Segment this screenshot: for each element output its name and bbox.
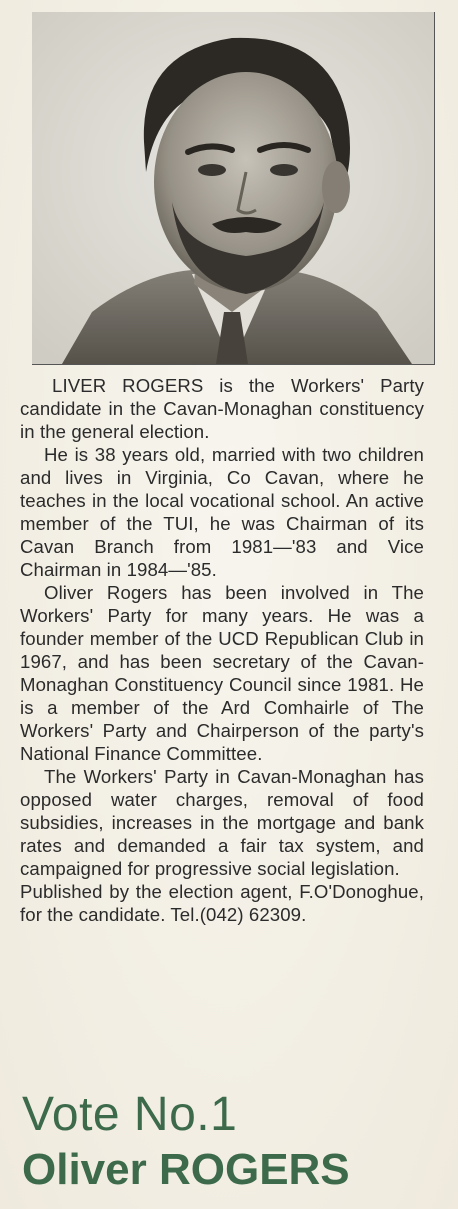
candidate-portrait-photo <box>32 12 435 365</box>
bio-paragraph-intro: LIVER ROGERS is the Workers' Party candidate in the Cavan-Monaghan constituency in the general election. <box>20 375 424 442</box>
portrait-illustration <box>32 12 434 364</box>
publication-notice: Published by the election agent, F.O'Donoghue, for the candidate. Tel.(042) 62309. <box>20 881 424 925</box>
bio-paragraph-party-policies: The Workers' Party in Cavan-Monaghan has opposed water charges, removal of food subsidies, increases in the mortgage and bank rates and demanded a fair tax system, and campaigned for progressive social legislation. <box>20 766 424 879</box>
candidate-biography <box>20 374 424 926</box>
bio-paragraph-party-involvement: Oliver Rogers has been involved in The Workers' Party for many years. He was a founder member of the UCD Republican Club in 1967, and has been secretary of the Cavan-Monaghan Constituency Council since 1981. He is a member of the Ard Comhairle of The Workers' Party and Chairperson of the party's National Finance Committee. <box>20 582 424 764</box>
bio-paragraph-personal: He is 38 years old, married with two children and lives in Virginia, Co Cavan, where he teaches in the local vocational school. An active member of the TUI, he was Chairman of its Cavan Branch from 1981—'83 and Vice Chairman in 1984—'85. <box>20 444 424 580</box>
vote-slogan: Vote No.1 <box>22 1088 238 1141</box>
candidate-name-heading: Oliver ROGERS <box>22 1145 350 1194</box>
